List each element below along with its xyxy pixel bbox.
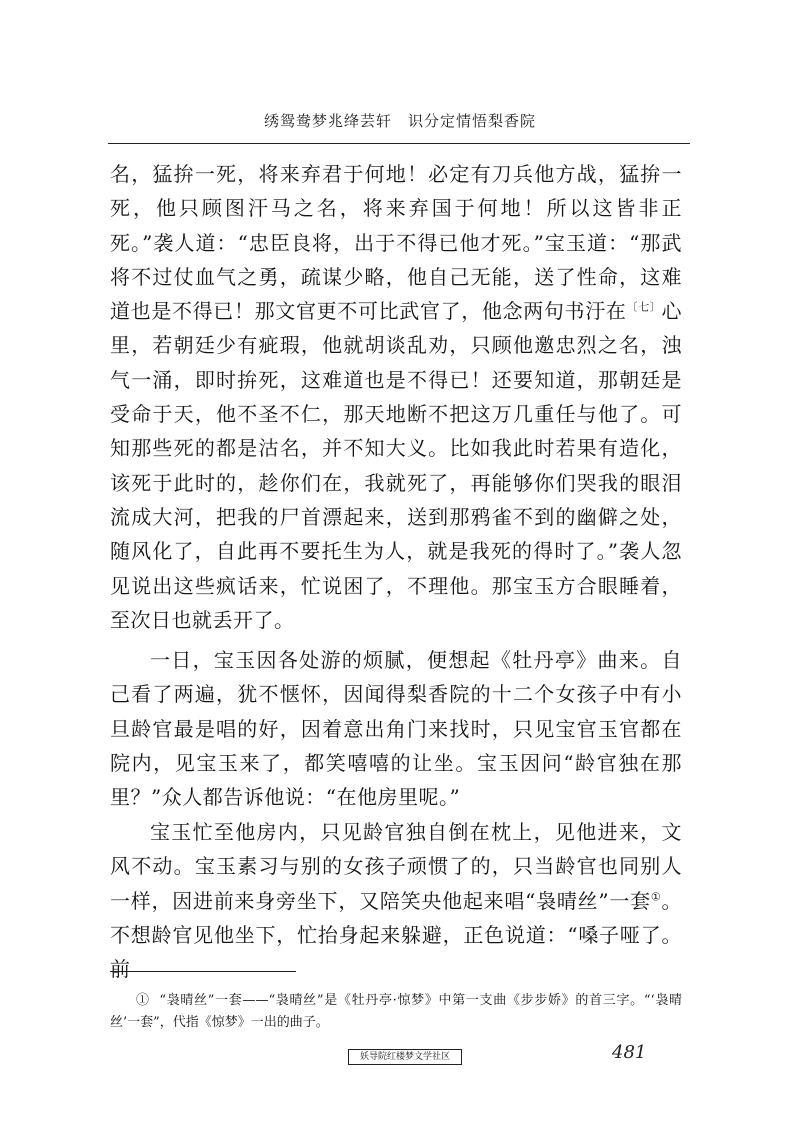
note-reference-7: 〔七〕	[626, 300, 662, 314]
chapter-title-right: 识分定情悟梨香院	[408, 112, 537, 130]
footnote-reference-1: ①	[650, 889, 662, 903]
paragraph-1-text-b: 心里，若朝廷少有疵瑕，他就胡谈乱劝，只顾他邀忠烈之名，浊气一涌，即时拚死，这难道也是不得已！还要知道，那朝廷是受命于天，他不圣不仁，那天地断不把这万几重任与他了。可知那些死的都是沽名，并不知大义。比如我此时若果有造化，该死于此时的，趁你们在，我就死了，再能够你们哭我的眼泪流成大河，把我的尸首漂起来，送到那鸦雀不到的幽僻之处，随风化了，自此再不要托生为人，就是我死的得时了。”袭人忽见说出这些疯话来，忙说困了，不理他。那宝玉方合眼睡着，至次日也就丢开了。	[110, 299, 683, 632]
chapter-title-left: 绣鸳鸯梦兆绛芸轩	[263, 112, 392, 130]
header-rule	[108, 143, 690, 144]
footnote	[110, 990, 682, 1034]
source-stamp: 妖导院红楼梦文学社区	[348, 1049, 462, 1065]
paragraph-1-text-a: 名，猛拚一死，将来弃君于何地！必定有刀兵他方战，猛拚一死，他只顾图汗马之名，将来弃国于何地！所以这皆非正死。”袭人道：“忠臣良将，出于不得已他才死。”宝玉道：“那武将不过仗血气之勇，疏谋少略，他自己无能，送了性命，这难道也是不得已！那文官更不可比武官了，他念两句书汙在	[110, 162, 682, 324]
body-paragraph-3	[110, 815, 682, 986]
footnote-marker: ①	[136, 993, 150, 1008]
page-number: 481	[612, 1042, 647, 1063]
footnote-text: “袅晴丝”一套——“袅晴丝”是《牡丹亭·惊梦》中第一支曲《步步娇》的首三字。“‘袅晴丝’一套”，代指《惊梦》一出的曲子。	[110, 993, 683, 1030]
paragraph-3-text-b: 。不想龄官见他坐下，忙抬身起来躲避，正色说道：“嗓子哑了。前	[110, 888, 682, 982]
body-paragraph-2: 一日，宝玉因各处游的烦腻，便想起《牡丹亭》曲来。自己看了两遍，犹不惬怀，因闻得梨香院的十二个女孩子中有小旦龄官最是唱的好，因着意出角门来找时，只见宝官玉官都在院内，见宝玉来了，都笑嘻嘻的让坐。宝玉因问“龄官独在那里？”众人都告诉他说：“在他房里呢。”	[110, 648, 682, 810]
paragraph-3-text-a: 宝玉忙至他房内，只见龄官独自倒在枕上，见他进来，文风不动。宝玉素习与别的女孩子顽惯了的，只当龄官也同别人一样，因进前来身旁坐下，又陪笑央他起来唱“袅晴丝”一套	[110, 820, 682, 913]
footnote-separator	[110, 971, 296, 972]
running-header	[0, 110, 800, 131]
body-paragraph-1	[110, 157, 682, 637]
